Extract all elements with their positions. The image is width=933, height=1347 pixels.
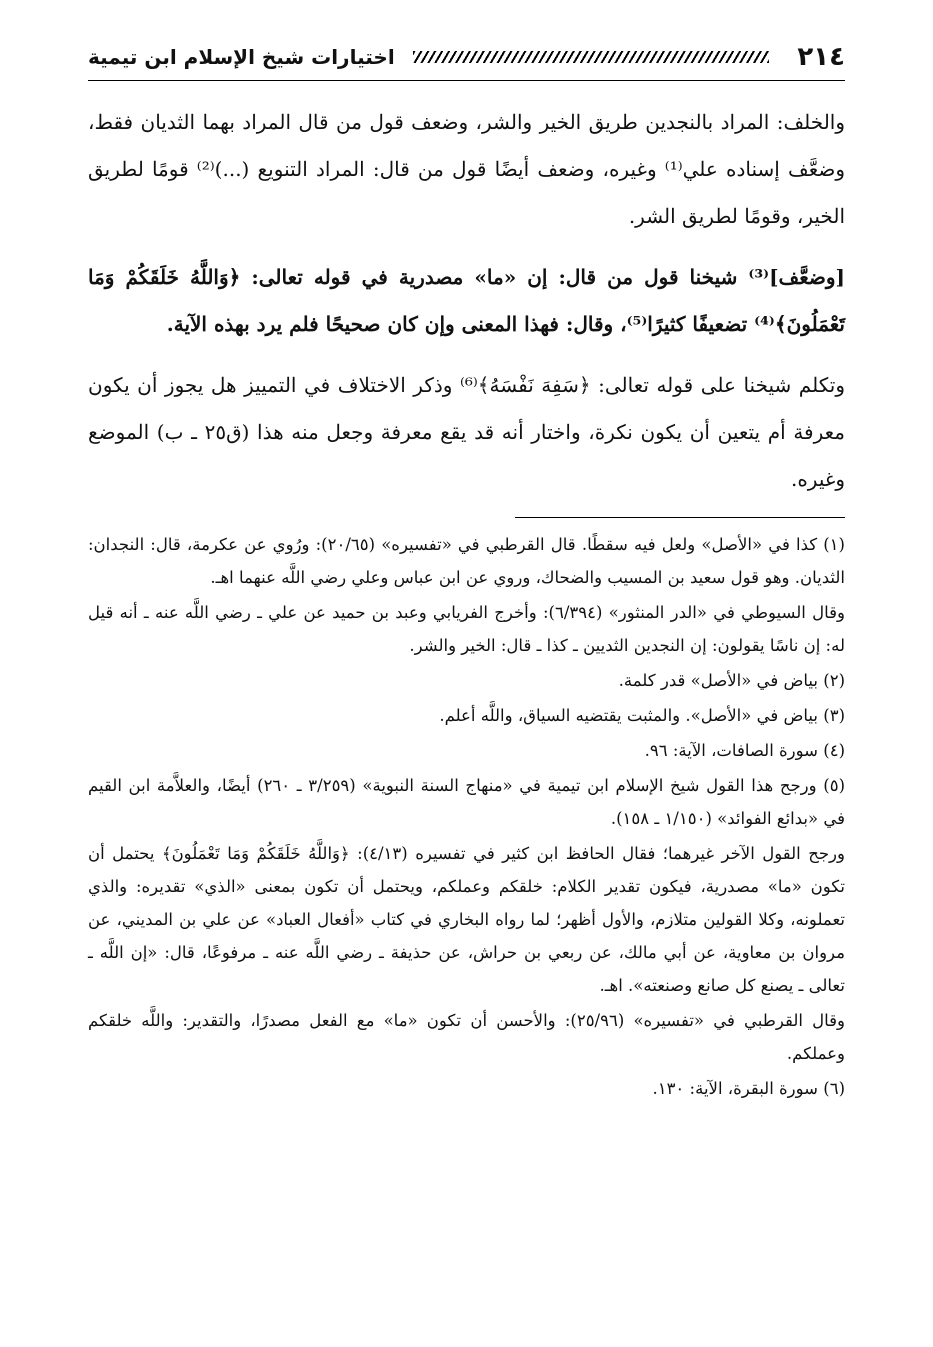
header-ornament <box>413 51 770 63</box>
running-title: اختيارات شيخ الإسلام ابن تيمية <box>88 45 395 69</box>
footnote-2: (٢) بياض في «الأصل» قدر كلمة. <box>618 671 845 690</box>
footnote-6: (٦) سورة البقرة، الآية: ١٣٠. <box>652 1079 845 1098</box>
footnote-5: (٥) ورجح هذا القول شيخ الإسلام ابن تيمية في «منهاج السنة النبوية» (٣/٢٥٩ ـ ٢٦٠) أيضًا، والعلاَّمة ابن القيم في «بدائع الفوائد» (١/١٥٠ ـ ١٥٨). <box>88 776 845 828</box>
paragraph-3: وتكلم شيخنا على قوله تعالى: ﴿سَفِهَ نَفْسَهُ﴾⁽⁶⁾ وذكر الاختلاف في التمييز هل يجوز أن يكون معرفة أم يتعين أن يكون نكرة، واختار أنه قد يقع معرفة وجعل منه هذا (ق٢٥ ـ ب) الموضع وغيره. <box>88 373 846 491</box>
page-header <box>88 34 845 81</box>
footnote-3: (٣) بياض في «الأصل». والمثبت يقتضيه السياق، واللَّه أعلم. <box>439 706 845 725</box>
page-number: ٢١٤ <box>797 42 845 72</box>
footnote-5-qurtubi: وقال القرطبي في «تفسيره» (٢٥/٩٦): والأحسن أن تكون «ما» مع الفعل مصدرًا، والتقدير: واللَّه خلقكم وعملكم. <box>88 1011 845 1063</box>
footnote-separator <box>515 517 845 518</box>
paragraph-1: والخلف: المراد بالنجدين طريق الخير والشر، وضعف قول من قال المراد بهما الثديان فقط، وضعَّف إسناده علي⁽¹⁾ وغيره، وضعف أيضًا قول من قال: المراد التنويع (...)⁽²⁾ قومًا لطريق الخير، وقومًا لطريق الشر. <box>88 110 846 228</box>
footnote-1: (١) كذا في «الأصل» ولعل فيه سقطًا. قال القرطبي في «تفسيره» (٢٠/٦٥): ورُوي عن عكرمة، قال: النجدان: الثديان. وهو قول سعيد بن المسيب والضحاك، وروي عن ابن عباس وعلي رضي اللَّه عنهما اهـ. <box>88 535 845 587</box>
footnote-4: (٤) سورة الصافات، الآية: ٩٦. <box>644 741 845 760</box>
paragraph-2: [وضعَّف]⁽³⁾ شيخنا قول من قال: إن «ما» مصدرية في قوله تعالى: ﴿وَاللَّهُ خَلَقَكُمْ وَمَا تَعْمَلُونَ﴾⁽⁴⁾ تضعيفًا كثيرًا⁽⁵⁾، وقال: فهذا المعنى وإن كان صحيحًا فلم يرد بهذه الآية. <box>88 265 845 336</box>
footnote-1-continued: وقال السيوطي في «الدر المنثور» (٦/٣٩٤): وأخرج الفريابي وعبد بن حميد عن علي ـ رضي اللَّه عنه ـ أنه قيل له: إن ناسًا يقولون: إن النجدين الثديين ـ كذا ـ قال: الخير والشر. <box>88 603 845 655</box>
footnote-5-continued: ورجح القول الآخر غيرهما؛ فقال الحافظ ابن كثير في تفسيره (٤/١٣): ﴿وَاللَّهُ خَلَقَكُمْ وَمَا تَعْمَلُونَ﴾ يحتمل أن تكون «ما» مصدرية، فيكون تقدير الكلام: خلقكم وعملكم، ويحتمل أن تكون بمعنى «الذي» تقديره: والذي تعملونه، وكلا القولين متلازم، والأول أظهر؛ لما رواه البخاري في كتاب «أفعال العباد» عن علي بن المديني، عن مروان بن معاوية، عن أبي مالك، عن ربعي بن حراش، عن حذيفة ـ رضي اللَّه عنه ـ مرفوعًا، قال: «إن اللَّه ـ تعالى ـ يصنع كل صانع وصنعته». اهـ. <box>88 844 845 995</box>
main-text <box>88 99 845 503</box>
footnotes <box>88 528 845 1105</box>
